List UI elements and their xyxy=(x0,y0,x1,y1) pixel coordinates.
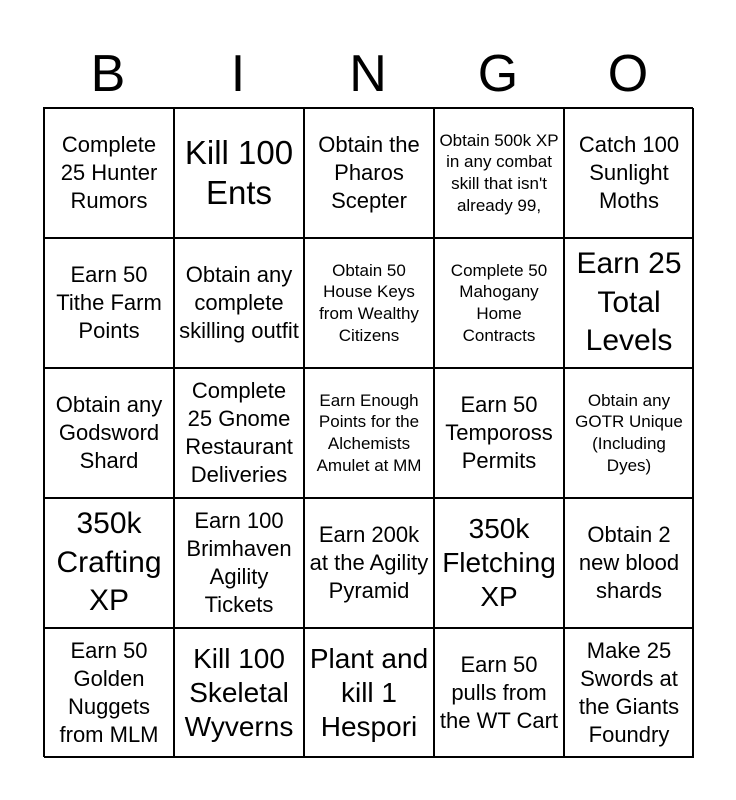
cell-text: Complete 25 Hunter Rumors xyxy=(60,131,158,214)
bingo-cell[interactable] xyxy=(304,368,434,498)
bingo-cell[interactable] xyxy=(174,628,304,758)
cell-text: 350k Fletching XP xyxy=(442,512,556,613)
bingo-cell[interactable] xyxy=(564,628,694,758)
bingo-cell[interactable] xyxy=(304,238,434,368)
bingo-board xyxy=(43,107,693,757)
bingo-cell[interactable] xyxy=(304,628,434,758)
cell-text: Complete 25 Gnome Restaurant Deliveries xyxy=(185,377,293,488)
cell-text: Earn 25 Total Levels xyxy=(576,247,682,358)
bingo-cell[interactable] xyxy=(434,238,564,368)
bingo-cell[interactable] xyxy=(44,238,174,368)
bingo-header xyxy=(43,44,693,104)
header-letter-b: B xyxy=(90,45,126,103)
cell-text: Kill 100 Skeletal Wyverns xyxy=(184,642,294,743)
cell-text: Obtain any Godsword Shard xyxy=(55,391,163,474)
header-letter-g: G xyxy=(477,45,519,103)
bingo-cell[interactable] xyxy=(564,108,694,238)
cell-text: Earn Enough Points for the Alchemists Amulet at MM xyxy=(316,390,422,475)
bingo-cell[interactable] xyxy=(44,108,174,238)
cell-text: Earn 200k at the Agility Pyramid xyxy=(309,521,429,604)
bingo-cell[interactable] xyxy=(564,238,694,368)
bingo-cell[interactable] xyxy=(44,368,174,498)
bingo-cell[interactable] xyxy=(44,628,174,758)
bingo-cell[interactable] xyxy=(564,368,694,498)
cell-text: Catch 100 Sunlight Moths xyxy=(578,131,680,214)
bingo-cell[interactable] xyxy=(304,108,434,238)
cell-text: Obtain 2 new blood shards xyxy=(578,521,680,604)
cell-text: Earn 50 pulls from the WT Cart xyxy=(439,651,559,734)
cell-text: Obtain the Pharos Scepter xyxy=(318,131,420,214)
cell-text: Obtain 500k XP in any combat skill that isn't already 99, xyxy=(439,130,559,215)
header-letter-i: I xyxy=(230,45,246,103)
cell-text: Earn 50 Tempoross Permits xyxy=(445,391,553,474)
cell-text: Earn 50 Tithe Farm Points xyxy=(56,261,162,344)
bingo-cell[interactable] xyxy=(44,498,174,628)
cell-text: 350k Crafting XP xyxy=(56,507,162,618)
cell-text: Plant and kill 1 Hespori xyxy=(309,642,429,743)
cell-text: Make 25 Swords at the Giants Foundry xyxy=(578,637,680,748)
cell-text: Obtain any complete skilling outfit xyxy=(179,261,299,344)
bingo-cell[interactable] xyxy=(304,498,434,628)
cell-text: Complete 50 Mahogany Home Contracts xyxy=(450,260,548,345)
header-letter-o: O xyxy=(607,45,649,103)
cell-text: Earn 50 Golden Nuggets from MLM xyxy=(59,637,159,748)
bingo-cell[interactable] xyxy=(434,498,564,628)
bingo-cell[interactable] xyxy=(434,368,564,498)
cell-text: Obtain 50 House Keys from Wealthy Citizens xyxy=(319,260,419,345)
bingo-cell[interactable] xyxy=(434,108,564,238)
bingo-cell[interactable] xyxy=(174,498,304,628)
cell-text: Earn 100 Brimhaven Agility Tickets xyxy=(186,507,292,618)
bingo-cell[interactable] xyxy=(174,368,304,498)
bingo-cell[interactable] xyxy=(564,498,694,628)
header-letter-n: N xyxy=(349,45,387,103)
bingo-cell[interactable] xyxy=(174,108,304,238)
cell-text: Kill 100 Ents xyxy=(184,134,294,211)
cell-text: Obtain any GOTR Unique (Including Dyes) xyxy=(575,390,683,475)
bingo-cell[interactable] xyxy=(174,238,304,368)
bingo-cell[interactable] xyxy=(434,628,564,758)
